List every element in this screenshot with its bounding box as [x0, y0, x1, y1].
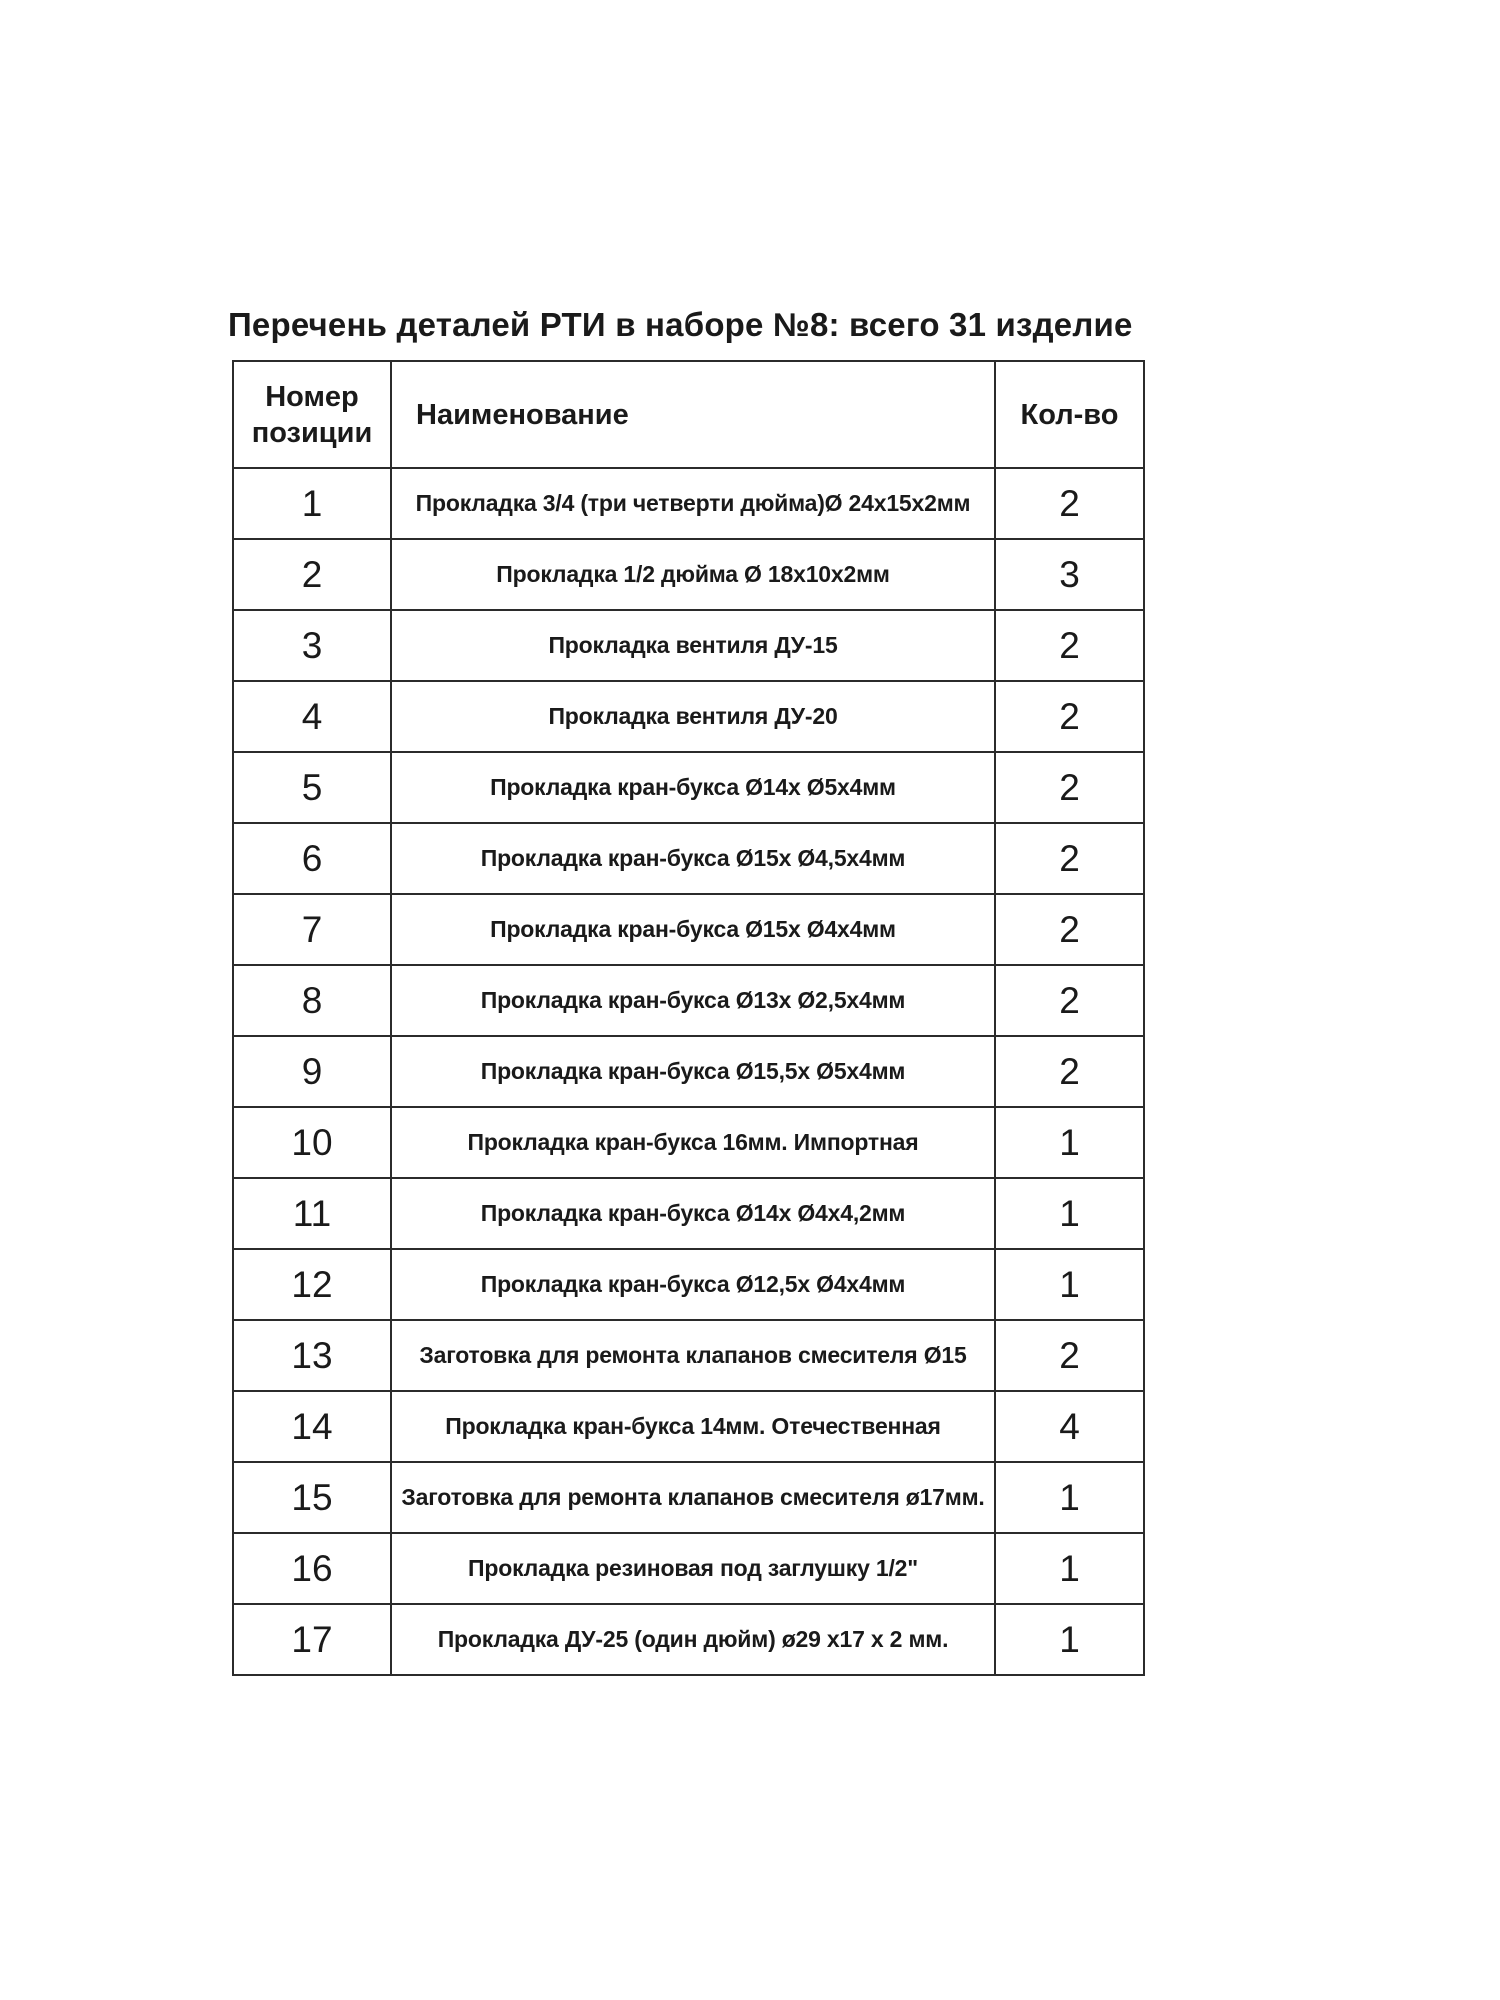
row-position-number: 8: [233, 965, 391, 1036]
row-position-number: 5: [233, 752, 391, 823]
table-header-row: [233, 361, 1144, 468]
row-quantity: 2: [995, 610, 1144, 681]
row-quantity: 1: [995, 1462, 1144, 1533]
row-quantity: 2: [995, 1320, 1144, 1391]
row-item-name: Прокладка кран-букса Ø15х Ø4х4мм: [391, 894, 995, 965]
row-quantity: 2: [995, 1036, 1144, 1107]
header-position-number: [233, 361, 391, 468]
table-row: [233, 1604, 1144, 1675]
table-row: [233, 610, 1144, 681]
row-item-name: Заготовка для ремонта клапанов смесителя ø17мм.: [391, 1462, 995, 1533]
table-row: [233, 1320, 1144, 1391]
row-item-name: Прокладка кран-букса Ø14х Ø5х4мм: [391, 752, 995, 823]
row-quantity: 2: [995, 965, 1144, 1036]
table-row: [233, 1249, 1144, 1320]
row-position-number: 13: [233, 1320, 391, 1391]
table-row: [233, 1178, 1144, 1249]
table-row: [233, 1036, 1144, 1107]
table-row: [233, 681, 1144, 752]
table-row: [233, 894, 1144, 965]
row-quantity: 1: [995, 1178, 1144, 1249]
row-position-number: 7: [233, 894, 391, 965]
row-quantity: 1: [995, 1604, 1144, 1675]
row-quantity: 2: [995, 823, 1144, 894]
row-quantity: 1: [995, 1107, 1144, 1178]
row-item-name: Прокладка вентиля ДУ-15: [391, 610, 995, 681]
row-quantity: 2: [995, 752, 1144, 823]
row-position-number: 6: [233, 823, 391, 894]
header-name: Наименование: [391, 361, 995, 468]
row-quantity: 2: [995, 894, 1144, 965]
row-quantity: 2: [995, 681, 1144, 752]
row-item-name: Прокладка кран-букса 14мм. Отечественная: [391, 1391, 995, 1462]
header-number-line1: Номер: [265, 380, 359, 413]
parts-table: [232, 360, 1145, 1676]
row-item-name: Прокладка кран-букса 16мм. Импортная: [391, 1107, 995, 1178]
document-title: Перечень деталей РТИ в наборе №8: всего 31 изделие: [228, 306, 1133, 343]
row-quantity: 3: [995, 539, 1144, 610]
header-number-line2: позиции: [251, 416, 373, 449]
row-position-number: 9: [233, 1036, 391, 1107]
row-item-name: Прокладка кран-букса Ø12,5х Ø4х4мм: [391, 1249, 995, 1320]
row-position-number: 11: [233, 1178, 391, 1249]
row-position-number: 1: [233, 468, 391, 539]
row-position-number: 16: [233, 1533, 391, 1604]
row-item-name: Прокладка кран-букса Ø15х Ø4,5х4мм: [391, 823, 995, 894]
row-position-number: 10: [233, 1107, 391, 1178]
row-position-number: 17: [233, 1604, 391, 1675]
table-row: [233, 1391, 1144, 1462]
table-row: [233, 965, 1144, 1036]
row-quantity: 2: [995, 468, 1144, 539]
row-position-number: 12: [233, 1249, 391, 1320]
row-item-name: Заготовка для ремонта клапанов смесителя Ø15: [391, 1320, 995, 1391]
table-row: [233, 752, 1144, 823]
row-quantity: 1: [995, 1249, 1144, 1320]
row-quantity: 4: [995, 1391, 1144, 1462]
row-item-name: Прокладка 3/4 (три четверти дюйма)Ø 24х15х2мм: [391, 468, 995, 539]
table-row: [233, 468, 1144, 539]
row-item-name: Прокладка кран-букса Ø15,5х Ø5х4мм: [391, 1036, 995, 1107]
row-position-number: 4: [233, 681, 391, 752]
row-quantity: 1: [995, 1533, 1144, 1604]
row-item-name: Прокладка ДУ-25 (один дюйм) ø29 х17 х 2 мм.: [391, 1604, 995, 1675]
row-item-name: Прокладка вентиля ДУ-20: [391, 681, 995, 752]
row-item-name: Прокладка 1/2 дюйма Ø 18х10х2мм: [391, 539, 995, 610]
row-position-number: 3: [233, 610, 391, 681]
row-item-name: Прокладка кран-букса Ø14х Ø4х4,2мм: [391, 1178, 995, 1249]
row-position-number: 15: [233, 1462, 391, 1533]
row-position-number: 2: [233, 539, 391, 610]
table-row: [233, 1533, 1144, 1604]
table-row: [233, 539, 1144, 610]
row-item-name: Прокладка кран-букса Ø13х Ø2,5х4мм: [391, 965, 995, 1036]
table-row: [233, 823, 1144, 894]
table-row: [233, 1107, 1144, 1178]
header-quantity: Кол-во: [995, 361, 1144, 468]
table-row: [233, 1462, 1144, 1533]
row-position-number: 14: [233, 1391, 391, 1462]
table-body: [233, 468, 1144, 1675]
row-item-name: Прокладка резиновая под заглушку 1/2": [391, 1533, 995, 1604]
